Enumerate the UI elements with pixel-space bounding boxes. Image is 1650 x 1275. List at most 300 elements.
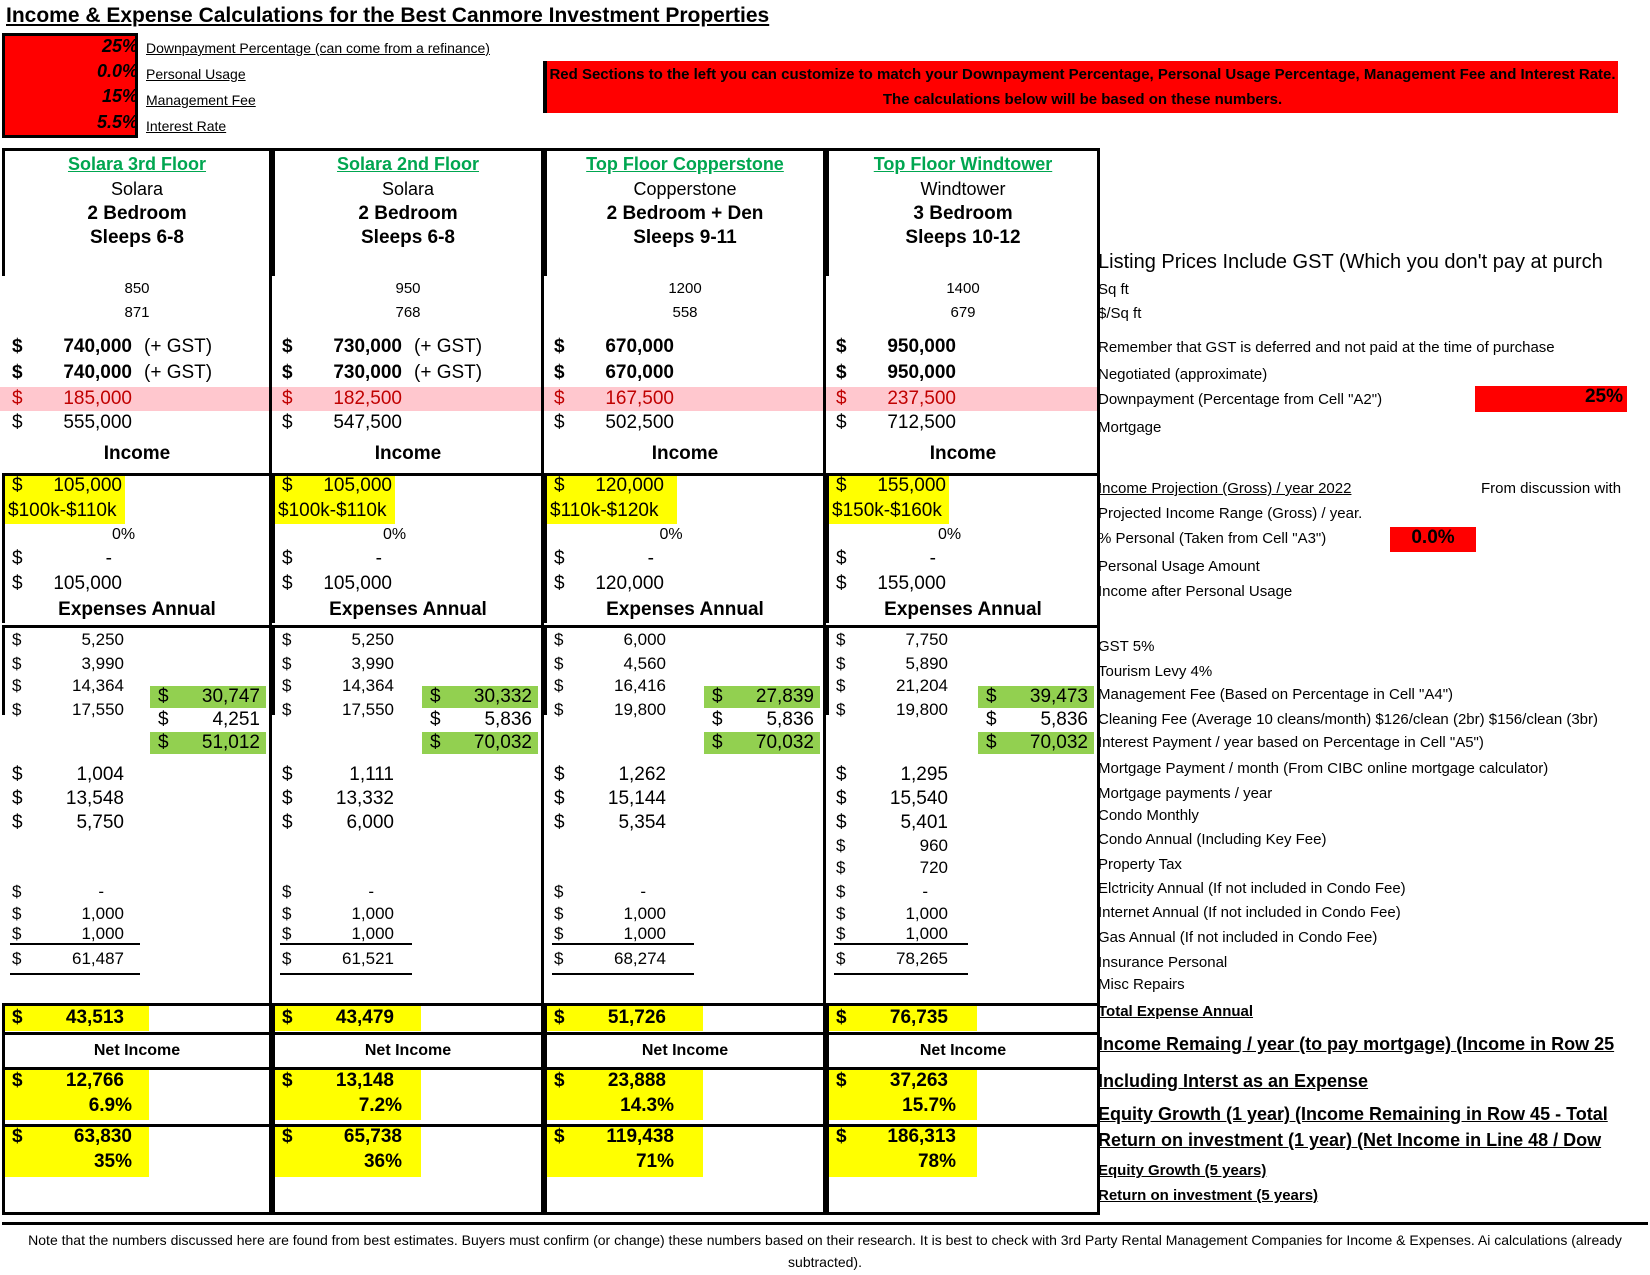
roi-5-value: 78% [917,1151,956,1172]
condo-monthly-value: 1,004 [76,764,124,785]
property-tax-value: 5,401 [900,812,948,833]
roi-5-value: 36% [363,1151,402,1172]
dollar-sign: $ [836,788,847,809]
total-expense-value: 61,521 [342,949,394,968]
label-insurance: Insurance Personal [1098,954,1228,971]
dollar-sign: $ [554,764,565,785]
label-mortgage-year: Mortgage payments / year [1098,785,1273,802]
cleaning-value: 19,800 [614,700,666,719]
label-gst: GST 5% [1098,638,1155,655]
cleaning-value: 19,800 [896,700,948,719]
condo-annual-value: 13,332 [335,788,394,809]
dollar-sign: $ [836,388,847,409]
label-price-sqft: $/Sq ft [1098,305,1142,322]
equity-5-value: 186,313 [887,1126,956,1147]
dollar-sign: $ [986,686,997,707]
income-projection-value: 155,000 [877,475,946,496]
dollar-sign: $ [282,882,292,901]
label-mortgage: Mortgage [1098,419,1162,436]
price-sqft-value: 871 [124,304,150,321]
dollar-sign: $ [836,882,846,901]
negotiated-value: 950,000 [887,362,956,383]
dollar-sign: $ [12,573,23,594]
listing-value: 950,000 [887,336,956,357]
label-personal-pct: % Personal (Taken from Cell "A3") [1098,530,1327,547]
property-column [2,148,272,1215]
gas-value: - [98,882,104,901]
negotiated-value: 740,000 [63,362,132,383]
dollar-sign: $ [12,764,23,785]
dollar-sign: $ [12,882,22,901]
property-name-link[interactable]: Solara 3rd Floor [67,154,207,174]
dollar-sign: $ [836,362,847,383]
dollar-sign: $ [12,700,22,719]
tourism-value: 3,990 [81,654,124,673]
label-management: Management Fee (Based on Percentage in Cell "A4") [1098,686,1454,703]
dollar-sign: $ [836,924,846,943]
income-remaining-bottom-border [272,1032,544,1035]
equity-1-value: 37,263 [889,1070,948,1091]
label-roi-5: Return on investment (5 years) [1098,1187,1319,1204]
income-projection-value: 105,000 [53,475,122,496]
sleeps: Sleeps 6-8 [90,227,184,248]
interest-value: 30,747 [201,686,260,707]
bedrooms: 3 Bedroom [913,203,1013,224]
internet-value: 720 [919,858,948,877]
dollar-sign: $ [554,949,564,968]
income-projection-value: 105,000 [323,475,392,496]
total-bottom-rule [10,973,140,975]
expense-left-border [2,625,5,715]
label-roi-1: Return on investment (1 year) (Net Income in Line 48 / Dow [1098,1130,1602,1150]
dollar-sign: $ [282,388,293,409]
equity-5-value: 63,830 [73,1126,132,1147]
tourism-value: 3,990 [351,654,394,673]
equity-5-value: 119,438 [606,1126,674,1147]
condo-monthly-value: 1,262 [618,764,666,785]
dollar-sign: $ [12,412,23,433]
dollar-sign: $ [836,1126,847,1147]
income-remaining-value: 43,513 [65,1007,124,1028]
listing-value: 670,000 [605,336,674,357]
dollar-sign: $ [836,412,847,433]
expense-section-border [826,625,1100,628]
listing-value: 730,000 [333,336,402,357]
label-condo-monthly: Condo Monthly [1098,807,1199,824]
dollar-sign: $ [282,700,292,719]
dollar-sign: $ [282,764,293,785]
interest-rate-input[interactable]: 5.5% [96,112,138,132]
page-title: Income & Expense Calculations for the Best Canmore Investment Properties [6,4,770,27]
mortgage-year-value: 70,032 [1029,732,1088,753]
building-name: Windtower [920,179,1006,199]
building-name: Copperstone [633,179,737,199]
dollar-sign: $ [430,709,441,730]
column-top-border [2,148,272,151]
dollar-sign: $ [554,630,564,649]
dollar-sign: $ [158,709,169,730]
dollar-sign: $ [282,812,293,833]
dollar-sign: $ [12,630,22,649]
total-bottom-rule [834,973,968,975]
dollar-sign: $ [712,709,723,730]
label-downpayment: Downpayment (Percentage from Cell "A2") [1098,391,1383,408]
dollar-sign: $ [12,362,23,383]
label-income-remaining: Income Remaing / year (to pay mortgage) (Income in Row 25 [1098,1034,1615,1054]
dollar-sign: $ [282,548,293,569]
column-bottom-border [544,1212,826,1215]
dollar-sign: $ [836,764,847,785]
dollar-sign: $ [12,1007,23,1028]
building-name: Solara [110,179,164,199]
gst-tag: (+ GST) [414,336,483,357]
dollar-sign: $ [836,836,846,855]
column-bottom-border [2,1212,272,1215]
dollar-sign: $ [554,548,565,569]
label-condo-annual: Condo Annual (Including Key Fee) [1098,831,1327,848]
sqft-value: 850 [124,280,150,297]
net-income-heading: Net Income [364,1042,452,1059]
income-remaining-value: 76,735 [889,1007,948,1028]
label-sqft: Sq ft [1098,281,1129,298]
bedrooms: 2 Bedroom + Den [606,203,764,224]
total-top-rule [552,943,694,945]
dollar-sign: $ [836,700,846,719]
dollar-sign: $ [554,412,565,433]
gas-value: - [640,882,646,901]
equity-1-value: 13,148 [335,1070,394,1091]
property-name-link[interactable]: Top Floor Windtower [873,154,1053,174]
dollar-sign: $ [836,1070,847,1091]
insurance-value: 1,000 [81,904,124,923]
gst-tag: (+ GST) [144,362,213,383]
dollar-sign: $ [282,1070,293,1091]
sleeps: Sleeps 6-8 [361,227,455,248]
dollar-sign: $ [282,788,293,809]
sqft-value: 1400 [946,280,980,297]
dollar-sign: $ [12,1126,23,1147]
dollar-sign: $ [282,1007,293,1028]
dollar-sign: $ [282,904,292,923]
roi-5-value: 35% [93,1151,132,1172]
gst-tag: (+ GST) [414,362,483,383]
management-fee-input[interactable]: 15% [101,86,138,106]
roi-1-value: 7.2% [358,1095,402,1116]
cleaning-value: 17,550 [342,700,394,719]
customize-note: Red Sections to the left you can customize to match your Downpayment Percentage, Personal Usage Percentage, Management Fee and Interest Rate. The calculations below will be based on these numbers. [543,61,1618,113]
sqft-value: 950 [395,280,421,297]
mortgage-month-value: 5,836 [1040,709,1088,730]
dollar-sign: $ [836,949,846,968]
gst-value: 7,750 [905,630,948,649]
bedrooms: 2 Bedroom [358,203,458,224]
income-heading: Income [374,443,442,464]
total-expense-value: 68,274 [614,949,666,968]
mortgage-month-value: 4,251 [212,709,260,730]
income-remaining-value: 51,726 [607,1007,666,1028]
dollar-sign: $ [836,676,846,695]
income-heading: Income [651,443,719,464]
label-income-after: Income after Personal Usage [1098,583,1293,600]
dollar-sign: $ [282,924,292,943]
dollar-sign: $ [282,949,292,968]
income-heading: Income [929,443,997,464]
income-range-value: $150k-$160k [832,500,942,521]
downpayment-pct-cell: 25% [1475,386,1627,412]
price-sqft-value: 558 [672,304,698,321]
total-expense-value: 61,487 [72,949,124,968]
sleeps: Sleeps 10-12 [905,227,1021,248]
dollar-sign: $ [12,904,22,923]
misc-value: 1,000 [351,924,394,943]
income-after-value: 155,000 [877,573,946,594]
dollar-sign: $ [836,573,847,594]
cleaning-value: 17,550 [72,700,124,719]
total-top-rule [834,943,968,945]
dollar-sign: $ [986,732,997,753]
dollar-sign: $ [158,686,169,707]
dollar-sign: $ [554,700,564,719]
income-remaining-bottom-border [826,1032,1100,1035]
total-top-rule [10,943,140,945]
dollar-sign: $ [282,676,292,695]
tourism-value: 4,560 [623,654,666,673]
net-income-heading: Net Income [919,1042,1007,1059]
personal-usage-input[interactable]: 0.0% [96,61,138,81]
expense-left-border [272,625,275,715]
mortgage-month-value: 5,836 [766,709,814,730]
label-personal-amount: Personal Usage Amount [1098,558,1260,575]
negotiated-value: 670,000 [605,362,674,383]
listing-gst-note: Listing Prices Include GST (Which you don't pay at purch [1098,251,1603,273]
personal-usage-label: Personal Usage [146,66,246,82]
income-heading: Income [103,443,171,464]
expenses-heading: Expenses Annual [884,599,1042,620]
dollar-sign: $ [158,732,169,753]
mortgage-value: 547,500 [333,412,402,433]
dollar-sign: $ [836,548,847,569]
expenses-heading: Expenses Annual [606,599,764,620]
expenses-heading: Expenses Annual [58,599,216,620]
personal-amount-value: - [647,548,654,569]
personal-amount-value: - [105,548,112,569]
condo-monthly-value: 1,295 [900,764,948,785]
net-income-heading: Net Income [93,1042,181,1059]
dollar-sign: $ [282,336,293,357]
dollar-sign: $ [12,475,23,496]
tourism-value: 5,890 [905,654,948,673]
dollar-sign: $ [554,362,565,383]
label-misc: Misc Repairs [1098,976,1185,993]
personal-pct-value: 0% [937,526,962,543]
dollar-sign: $ [12,548,23,569]
dollar-sign: $ [12,812,23,833]
property-column [826,148,1100,1215]
dollar-sign: $ [836,630,846,649]
roi-1-value: 15.7% [902,1095,956,1116]
dollar-sign: $ [836,904,846,923]
personal-amount-value: - [375,548,382,569]
downpayment-pct-input[interactable]: 25% [101,36,138,56]
expense-section-border [544,625,826,628]
dollar-sign: $ [282,412,293,433]
dollar-sign: $ [836,1007,847,1028]
misc-value: 1,000 [623,924,666,943]
listing-value: 740,000 [63,336,132,357]
column-bottom-border [826,1212,1100,1215]
gas-value: - [368,882,374,901]
income-remaining-bottom-border [2,1032,272,1035]
sleeps: Sleeps 9-11 [633,227,737,248]
dollar-sign: $ [554,1007,565,1028]
gst-value: 5,250 [81,630,124,649]
property-column [272,148,544,1215]
property-tax-value: 6,000 [346,812,394,833]
expense-left-border [826,625,829,715]
dollar-sign: $ [12,924,22,943]
label-income-range: Projected Income Range (Gross) / year. [1098,505,1363,522]
dollar-sign: $ [712,732,723,753]
management-value: 14,364 [342,676,394,695]
total-top-rule [280,943,412,945]
dollar-sign: $ [12,654,22,673]
label-interest: Interest Payment / year based on Percentage in Cell "A5") [1098,734,1484,751]
income-range-value: $100k-$110k [8,500,117,521]
interest-value: 30,332 [473,686,532,707]
gst-tag: (+ GST) [144,336,213,357]
mortgage-value: 502,500 [605,412,674,433]
mortgage-year-value: 70,032 [473,732,532,753]
label-gst-note: Remember that GST is deferred and not paid at the time of purchase [1098,339,1555,356]
dollar-sign: $ [430,686,441,707]
income-range-value: $110k-$120k [550,500,659,521]
dollar-sign: $ [554,676,564,695]
income-remaining-bottom-border [544,1032,826,1035]
column-top-border [826,148,1100,151]
property-name-link[interactable]: Solara 2nd Floor [336,154,480,174]
property-tax-value: 5,750 [76,812,124,833]
label-mortgage-month: Mortgage Payment / month (From CIBC online mortgage calculator) [1098,760,1549,777]
expense-left-border [544,625,547,715]
management-value: 21,204 [896,676,948,695]
misc-value: 1,000 [81,924,124,943]
interest-value: 27,839 [755,686,814,707]
dollar-sign: $ [282,475,293,496]
price-sqft-value: 768 [395,304,421,321]
interest-rate-label: Interest Rate [146,118,227,134]
roi-1-value: 14.3% [620,1095,674,1116]
dollar-sign: $ [282,654,292,673]
roi-1-value: 6.9% [88,1095,132,1116]
mortgage-year-value: 70,032 [755,732,814,753]
dollar-sign: $ [12,1070,23,1091]
misc-value: 1,000 [905,924,948,943]
management-value: 14,364 [72,676,124,695]
parameter-inputs[interactable] [2,33,138,138]
dollar-sign: $ [554,882,564,901]
condo-annual-value: 15,540 [889,788,948,809]
dollar-sign: $ [282,573,293,594]
dollar-sign: $ [554,1126,565,1147]
property-name-link[interactable]: Top Floor Copperstone [586,154,784,174]
downpayment-pct-label: Downpayment Percentage (can come from a refinance) [146,40,490,56]
dollar-sign: $ [554,788,565,809]
label-negotiated: Negotiated (approximate) [1098,366,1268,383]
label-total-expense: Total Expense Annual [1098,1003,1254,1020]
footer-note: Note that the numbers discussed here are found from best estimates. Buyers must confirm (or change) these numbers based on their research. It is best to check with 3rd Party Rental Management Companies for Income & Expenses. Ai calculations (already subtracted). [2,1222,1648,1273]
dollar-sign: $ [554,336,565,357]
condo-annual-value: 13,548 [65,788,124,809]
dollar-sign: $ [554,654,564,673]
equity-1-value: 23,888 [607,1070,666,1091]
dollar-sign: $ [12,788,23,809]
dollar-sign: $ [282,1126,293,1147]
bedrooms: 2 Bedroom [87,203,187,224]
gas-value: - [922,882,928,901]
dollar-sign: $ [554,388,565,409]
property-tax-value: 5,354 [618,812,666,833]
dollar-sign: $ [12,336,23,357]
label-cleaning: Cleaning Fee (Average 10 cleans/month) $126/clean (2br) $156/clean (3br) [1098,711,1599,728]
expense-section-border [272,625,544,628]
column-bottom-border [272,1212,544,1215]
dollar-sign: $ [986,709,997,730]
total-bottom-rule [280,973,412,975]
building-name: Solara [381,179,435,199]
dollar-sign: $ [554,812,565,833]
personal-pct-value: 0% [659,526,683,543]
downpayment-value: 237,500 [887,388,956,409]
dollar-sign: $ [836,812,847,833]
income-after-value: 120,000 [595,573,664,594]
label-equity-1: Equity Growth (1 year) (Income Remaining in Row 45 - Total [1098,1104,1608,1124]
management-fee-label: Management Fee [146,92,256,108]
label-income-projection: Income Projection (Gross) / year 2022 [1098,480,1352,497]
total-expense-value: 78,265 [896,949,948,968]
dollar-sign: $ [712,686,723,707]
dollar-sign: $ [554,475,565,496]
mortgage-month-value: 5,836 [484,709,532,730]
downpayment-value: 185,000 [63,388,132,409]
insurance-value: 1,000 [905,904,948,923]
dollar-sign: $ [282,362,293,383]
income-after-value: 105,000 [323,573,392,594]
downpayment-value: 167,500 [605,388,674,409]
property-column [544,148,826,1215]
sqft-value: 1200 [668,280,702,297]
dollar-sign: $ [12,388,23,409]
column-top-border [272,148,544,151]
mortgage-year-value: 51,012 [201,732,260,753]
insurance-value: 1,000 [623,904,666,923]
negotiated-value: 730,000 [333,362,402,383]
dollar-sign: $ [282,630,292,649]
income-projection-note: From discussion with [1481,480,1622,497]
personal-pct-value: 0% [111,526,136,543]
gst-value: 5,250 [351,630,394,649]
gst-value: 6,000 [623,630,666,649]
dollar-sign: $ [836,654,846,673]
column-top-border [544,148,826,151]
label-including-interest: Including Interst as an Expense [1098,1071,1369,1091]
equity-1-value: 12,766 [65,1070,124,1091]
downpayment-value: 182,500 [333,388,402,409]
mortgage-value: 712,500 [887,412,956,433]
label-equity-5: Equity Growth (5 years) [1098,1162,1267,1179]
personal-pct-value: 0% [382,526,407,543]
income-remaining-value: 43,479 [335,1007,394,1028]
income-after-value: 105,000 [53,573,122,594]
